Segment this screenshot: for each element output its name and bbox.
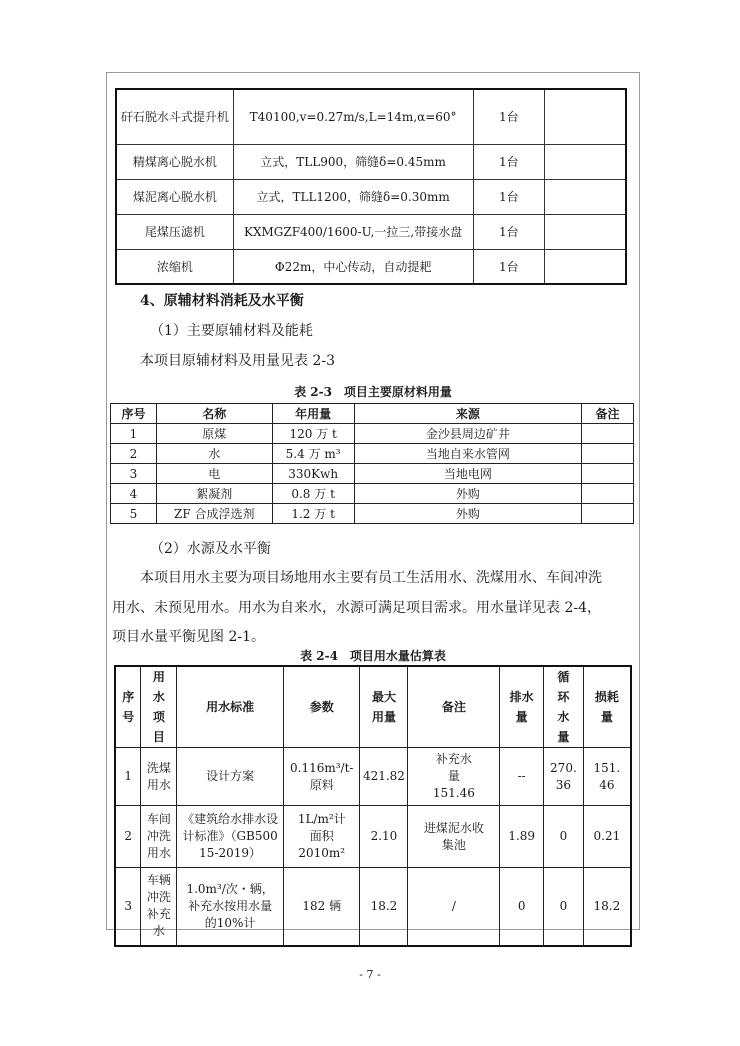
equipment-table xyxy=(115,88,627,285)
equipment-note xyxy=(545,89,626,144)
column-header: 排水量 xyxy=(500,666,544,748)
table-row xyxy=(111,484,634,504)
table-2-3-caption: 表 2-3 项目主要原材料用量 xyxy=(294,385,452,399)
equipment-name: 浓缩机 xyxy=(116,249,233,284)
equipment-note xyxy=(545,214,626,249)
table-row xyxy=(116,214,626,249)
equipment-spec: T40100,v=0.27m/s,L=14m,α=60° xyxy=(233,89,473,144)
column-header: 名称 xyxy=(156,404,272,424)
equipment-qty: 1台 xyxy=(473,249,545,284)
table-row xyxy=(111,504,634,524)
table-cell: 0.116m³/t-原料 xyxy=(284,748,360,806)
column-header: 来源 xyxy=(354,404,581,424)
subsection-2-text-line-3: 项目水量平衡见图 2-1。 xyxy=(112,629,265,645)
table-cell: 270.36 xyxy=(544,748,584,806)
column-header: 年用量 xyxy=(272,404,354,424)
table-row xyxy=(116,249,626,284)
equipment-name: 煤泥离心脱水机 xyxy=(116,179,233,214)
column-header: 参数 xyxy=(284,666,360,748)
table-cell: 4 xyxy=(111,484,157,504)
table-cell: 1.89 xyxy=(500,806,544,868)
subsection-2-text-line-2: 用水、未预见用水。用水为自来水，水源可满足项目需求。用水量详见表 2-4， xyxy=(112,600,601,616)
table-row xyxy=(111,444,634,464)
table-cell: 18.2 xyxy=(360,868,408,946)
equipment-note xyxy=(545,144,626,179)
equipment-qty: 1台 xyxy=(473,144,545,179)
column-header: 备注 xyxy=(408,666,500,748)
equipment-qty: 1台 xyxy=(473,179,545,214)
table-cell: 外购 xyxy=(354,504,581,524)
table-row xyxy=(116,144,626,179)
table-cell: 车间冲洗用水 xyxy=(141,806,177,868)
subsection-2-heading: （2）水源及水平衡 xyxy=(150,541,271,557)
subsection-1-heading: （1）主要原辅材料及能耗 xyxy=(150,323,313,339)
table-cell: 补充水量151.46 xyxy=(408,748,500,806)
table-row xyxy=(116,89,626,144)
table-cell: 0.8 万 t xyxy=(272,484,354,504)
table-cell: 330Kwh xyxy=(272,464,354,484)
equipment-spec: Φ22m，中心传动，自动提耙 xyxy=(233,249,473,284)
table-header-row xyxy=(111,404,634,424)
materials-table xyxy=(110,403,634,524)
table-cell: 絮凝剂 xyxy=(156,484,272,504)
table-cell: 当地自来水管网 xyxy=(354,444,581,464)
equipment-name: 尾煤压滤机 xyxy=(116,214,233,249)
table-cell: 《建筑给水排水设计标准》（GB50015-2019） xyxy=(177,806,284,868)
column-header: 损耗量 xyxy=(583,666,631,748)
table-row xyxy=(115,748,631,806)
column-header: 最大用量 xyxy=(360,666,408,748)
table-cell: 421.82 xyxy=(360,748,408,806)
water-usage-table xyxy=(114,665,632,947)
column-header: 用水项目 xyxy=(141,666,177,748)
table-cell: / xyxy=(408,868,500,946)
table-cell: 2.10 xyxy=(360,806,408,868)
column-header: 备注 xyxy=(582,404,634,424)
table-cell: 1.0m³/次・辆，补充水按用水量的10%计 xyxy=(177,868,284,946)
column-header: 序号 xyxy=(115,666,141,748)
table-cell: 当地电网 xyxy=(354,464,581,484)
table-cell: 金沙县周边矿井 xyxy=(354,424,581,444)
table-row xyxy=(115,806,631,868)
table-row xyxy=(111,464,634,484)
table-cell: 182 辆 xyxy=(284,868,360,946)
table-cell: 2 xyxy=(111,444,157,464)
table-row xyxy=(111,424,634,444)
equipment-note xyxy=(545,179,626,214)
table-row xyxy=(115,868,631,946)
table-cell: 2 xyxy=(115,806,141,868)
table-cell: 0 xyxy=(500,868,544,946)
table-cell: 5 xyxy=(111,504,157,524)
table-cell: 外购 xyxy=(354,484,581,504)
table-cell xyxy=(582,444,634,464)
table-cell: 洗煤用水 xyxy=(141,748,177,806)
table-cell: 5.4 万 m³ xyxy=(272,444,354,464)
equipment-qty: 1台 xyxy=(473,214,545,249)
equipment-spec: 立式，TLL900，筛缝δ=0.45mm xyxy=(233,144,473,179)
table-cell: 原煤 xyxy=(156,424,272,444)
equipment-spec: 立式，TLL1200，筛缝δ=0.30mm xyxy=(233,179,473,214)
table-cell: 0 xyxy=(544,868,584,946)
table-cell: 3 xyxy=(111,464,157,484)
table-cell: 1L/m²计面积2010m² xyxy=(284,806,360,868)
section-4-heading: 4、原辅材料消耗及水平衡 xyxy=(140,293,304,309)
table-cell: 1 xyxy=(111,424,157,444)
equipment-qty: 1台 xyxy=(473,89,545,144)
table-cell xyxy=(582,424,634,444)
table-cell: -- xyxy=(500,748,544,806)
column-header: 循环水量 xyxy=(544,666,584,748)
table-cell: 1 xyxy=(115,748,141,806)
table-header-row xyxy=(115,666,631,748)
table-cell: 水 xyxy=(156,444,272,464)
table-cell: 1.2 万 t xyxy=(272,504,354,524)
table-cell: ZF 合成浮选剂 xyxy=(156,504,272,524)
table-cell: 进煤泥水收集池 xyxy=(408,806,500,868)
table-cell xyxy=(582,504,634,524)
subsection-2-text-line-1: 本项目用水主要为项目场地用水主要有员工生活用水、洗煤用水、车间冲洗 xyxy=(140,570,602,586)
table-cell xyxy=(582,484,634,504)
page-number: - 7 - xyxy=(359,968,381,981)
equipment-name: 矸石脱水斗式提升机 xyxy=(116,89,233,144)
table-cell: 151.46 xyxy=(583,748,631,806)
equipment-note xyxy=(545,249,626,284)
table-cell: 0.21 xyxy=(583,806,631,868)
table-cell xyxy=(582,464,634,484)
table-cell: 设计方案 xyxy=(177,748,284,806)
table-cell: 车辆冲洗补充水 xyxy=(141,868,177,946)
table-2-4-caption: 表 2-4 项目用水量估算表 xyxy=(300,649,446,663)
table-cell: 120 万 t xyxy=(272,424,354,444)
table-row xyxy=(116,179,626,214)
table-cell: 18.2 xyxy=(583,868,631,946)
table-cell: 电 xyxy=(156,464,272,484)
table-cell: 3 xyxy=(115,868,141,946)
column-header: 序号 xyxy=(111,404,157,424)
equipment-spec: KXMGZF400/1600-U,一拉三,带接水盘 xyxy=(233,214,473,249)
equipment-name: 精煤离心脱水机 xyxy=(116,144,233,179)
table-cell: 0 xyxy=(544,806,584,868)
column-header: 用水标准 xyxy=(177,666,284,748)
subsection-1-text: 本项目原辅材料及用量见表 2-3 xyxy=(140,353,335,369)
